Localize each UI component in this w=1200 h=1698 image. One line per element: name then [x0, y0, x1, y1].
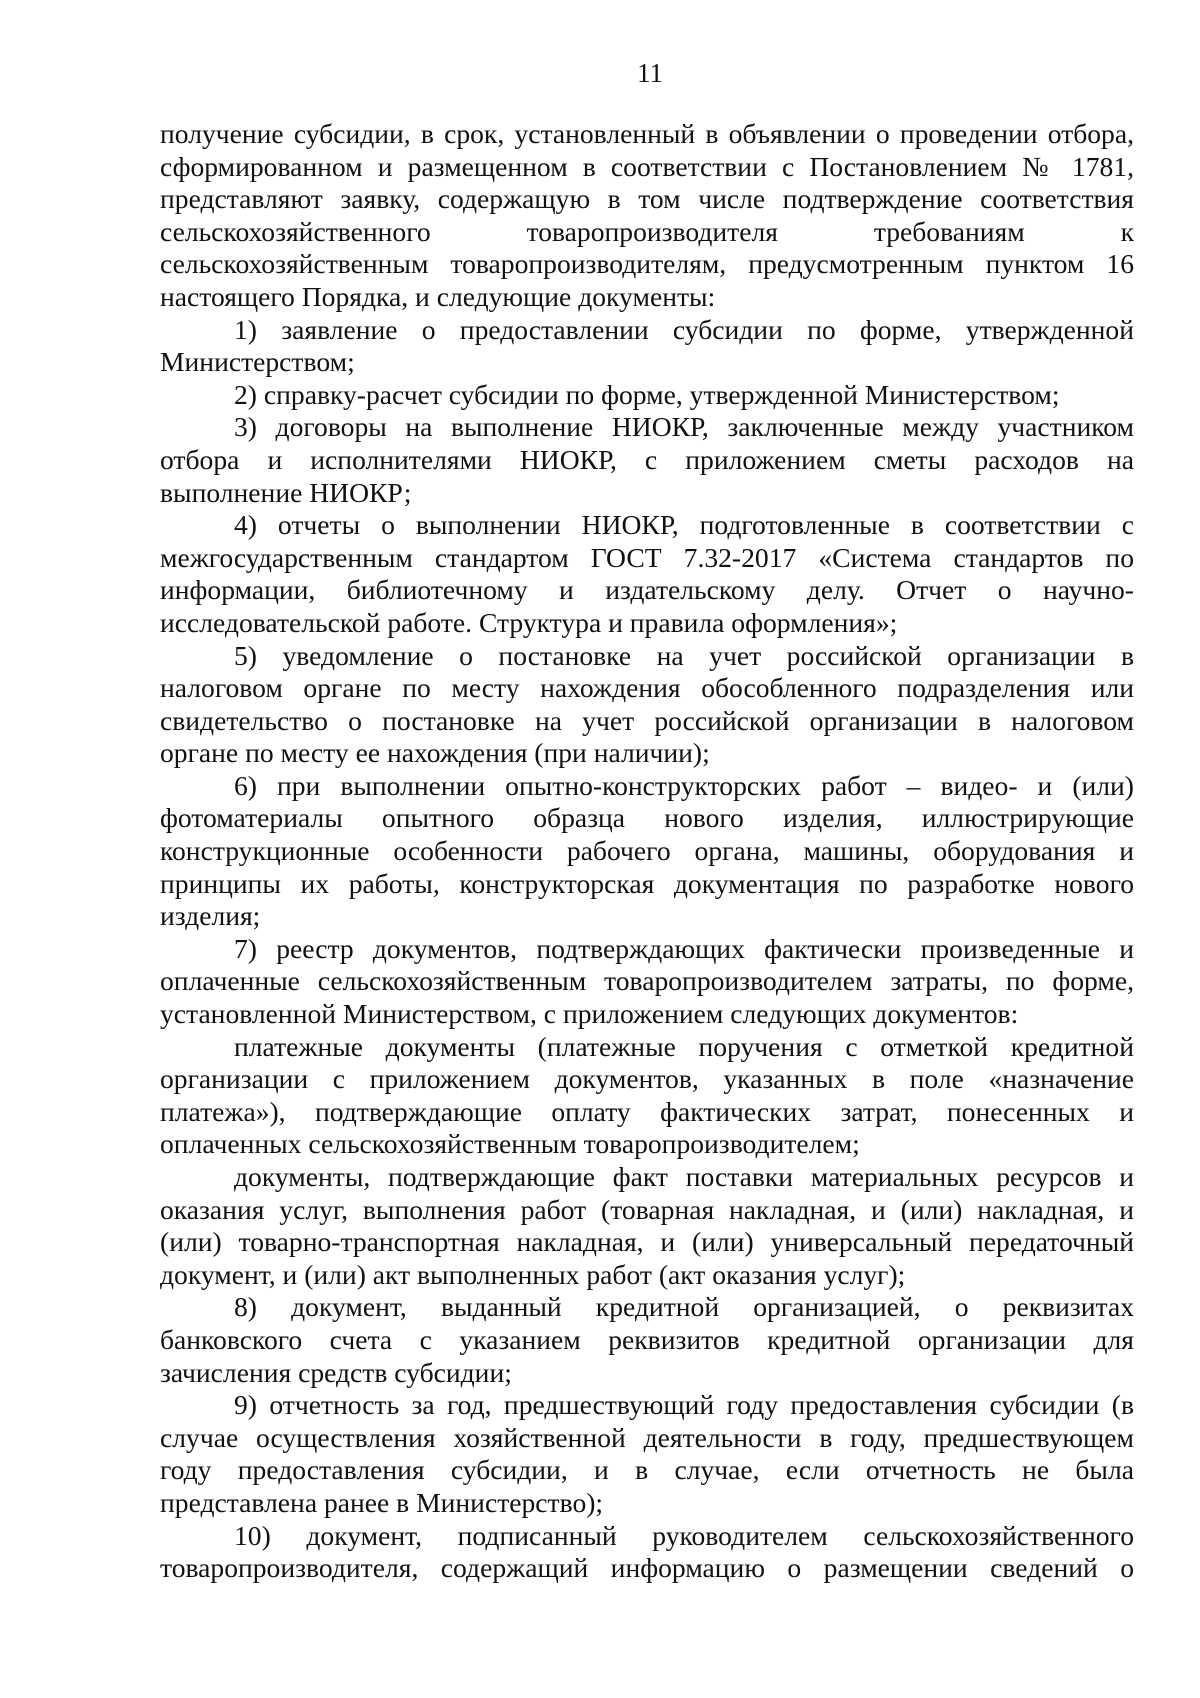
- paragraph: [160, 1291, 1134, 1389]
- text-line: отбора и исполнителями НИОКР, с приложением сметы расходов на: [160, 443, 1134, 475]
- text-line: организации с приложением документов, указанных в поле «назначение: [160, 1063, 1134, 1095]
- text-line: платежа»), подтверждающие оплату фактических затрат, понесенных и: [160, 1095, 1134, 1127]
- text-line: фотоматериалы опытного образца нового изделия, иллюстрирующие: [160, 802, 1134, 834]
- text-line: 2) справку-расчет субсидии по форме, утвержденной Министерством;: [234, 378, 1060, 410]
- text-line: году предоставления субсидии, и в случае, если отчетность не была: [160, 1454, 1134, 1486]
- text-line: представлена ранее в Министерство);: [160, 1486, 604, 1518]
- text-line: конструкционные особенности рабочего органа, машины, оборудования и: [160, 835, 1134, 867]
- paragraph: [160, 770, 1134, 933]
- text-line: 9) отчетность за год, предшествующий году предоставления субсидии (в: [234, 1389, 1134, 1421]
- paragraph: [160, 1389, 1134, 1519]
- paragraph: [160, 640, 1134, 770]
- text-line: настоящего Порядка, и следующие документы:: [160, 280, 716, 312]
- paragraph: [160, 411, 1134, 509]
- text-line: представляют заявку, содержащую в том числе подтверждение соответствия: [160, 183, 1134, 215]
- paragraph: [160, 1520, 1134, 1585]
- text-line: 6) при выполнении опытно-конструкторских работ – видео- и (или): [234, 769, 1134, 801]
- text-line: 1) заявление о предоставлении субсидии по форме, утвержденной: [234, 313, 1134, 345]
- text-line: выполнение НИОКР;: [160, 476, 412, 508]
- text-line: 10) документ, подписанный руководителем сельскохозяйственного: [234, 1519, 1134, 1551]
- text-line: сельскохозяйственным товаропроизводителям, предусмотренным пунктом 16: [160, 248, 1134, 280]
- text-line: документ, и (или) акт выполненных работ (акт оказания услуг);: [160, 1258, 906, 1290]
- text-line: зачисления средств субсидии;: [160, 1356, 512, 1388]
- text-line: сельскохозяйственного товаропроизводителя требованиям к: [160, 215, 1134, 247]
- text-line: получение субсидии, в срок, установленный в объявлении о проведении отбора,: [160, 118, 1134, 149]
- paragraph: [160, 118, 1134, 314]
- text-line: сформированном и размещенном в соответствии с Постановлением № 1781,: [160, 150, 1134, 182]
- paragraph: [160, 314, 1134, 379]
- paragraph: [160, 933, 1134, 1031]
- document-body: [160, 118, 1134, 1585]
- text-line: 4) отчеты о выполнении НИОКР, подготовленные в соответствии с: [234, 509, 1134, 541]
- text-line: изделия;: [160, 900, 261, 932]
- text-line: исследовательской работе. Структура и правила оформления»;: [160, 606, 898, 638]
- text-line: оказания услуг, выполнения работ (товарная накладная, и (или) накладная, и: [160, 1193, 1134, 1225]
- text-line: информации, библиотечному и издательскому делу. Отчет о научно-: [160, 574, 1134, 606]
- paragraph: [160, 1161, 1134, 1291]
- text-line: банковского счета с указанием реквизитов кредитной организации для: [160, 1323, 1134, 1355]
- text-line: установленной Министерством, с приложением следующих документов:: [160, 998, 1019, 1030]
- page-number: 11: [637, 58, 663, 88]
- text-line: налоговом органе по месту нахождения обособленного подразделения или: [160, 672, 1134, 704]
- text-line: товаропроизводителя, содержащий информацию о размещении сведений о: [160, 1552, 1134, 1584]
- text-line: 3) договоры на выполнение НИОКР, заключенные между участником: [234, 411, 1134, 443]
- text-line: межгосударственным стандартом ГОСТ 7.32-2017 «Система стандартов по: [160, 541, 1134, 573]
- paragraph: [160, 379, 1134, 412]
- text-line: оплаченных сельскохозяйственным товаропроизводителем;: [160, 1128, 860, 1160]
- text-line: свидетельство о постановке на учет российской организации в налоговом: [160, 704, 1134, 736]
- paragraph: [160, 509, 1134, 639]
- text-line: Министерством;: [160, 346, 355, 378]
- paragraph: [160, 1031, 1134, 1161]
- text-line: 5) уведомление о постановке на учет российской организации в: [234, 639, 1134, 671]
- text-line: платежные документы (платежные поручения с отметкой кредитной: [234, 1030, 1134, 1062]
- text-line: принципы их работы, конструкторская документация по разработке нового: [160, 867, 1134, 899]
- text-line: оплаченные сельскохозяйственным товаропроизводителем затраты, по форме,: [160, 965, 1134, 997]
- text-line: случае осуществления хозяйственной деятельности в году, предшествующем: [160, 1421, 1134, 1453]
- text-line: 7) реестр документов, подтверждающих фактически произведенные и: [234, 932, 1134, 964]
- text-line: органе по месту ее нахождения (при наличии);: [160, 737, 710, 769]
- text-line: (или) товарно-транспортная накладная, и (или) универсальный передаточный: [160, 1226, 1134, 1258]
- text-line: 8) документ, выданный кредитной организацией, о реквизитах: [234, 1291, 1134, 1323]
- text-line: документы, подтверждающие факт поставки материальных ресурсов и: [234, 1161, 1134, 1192]
